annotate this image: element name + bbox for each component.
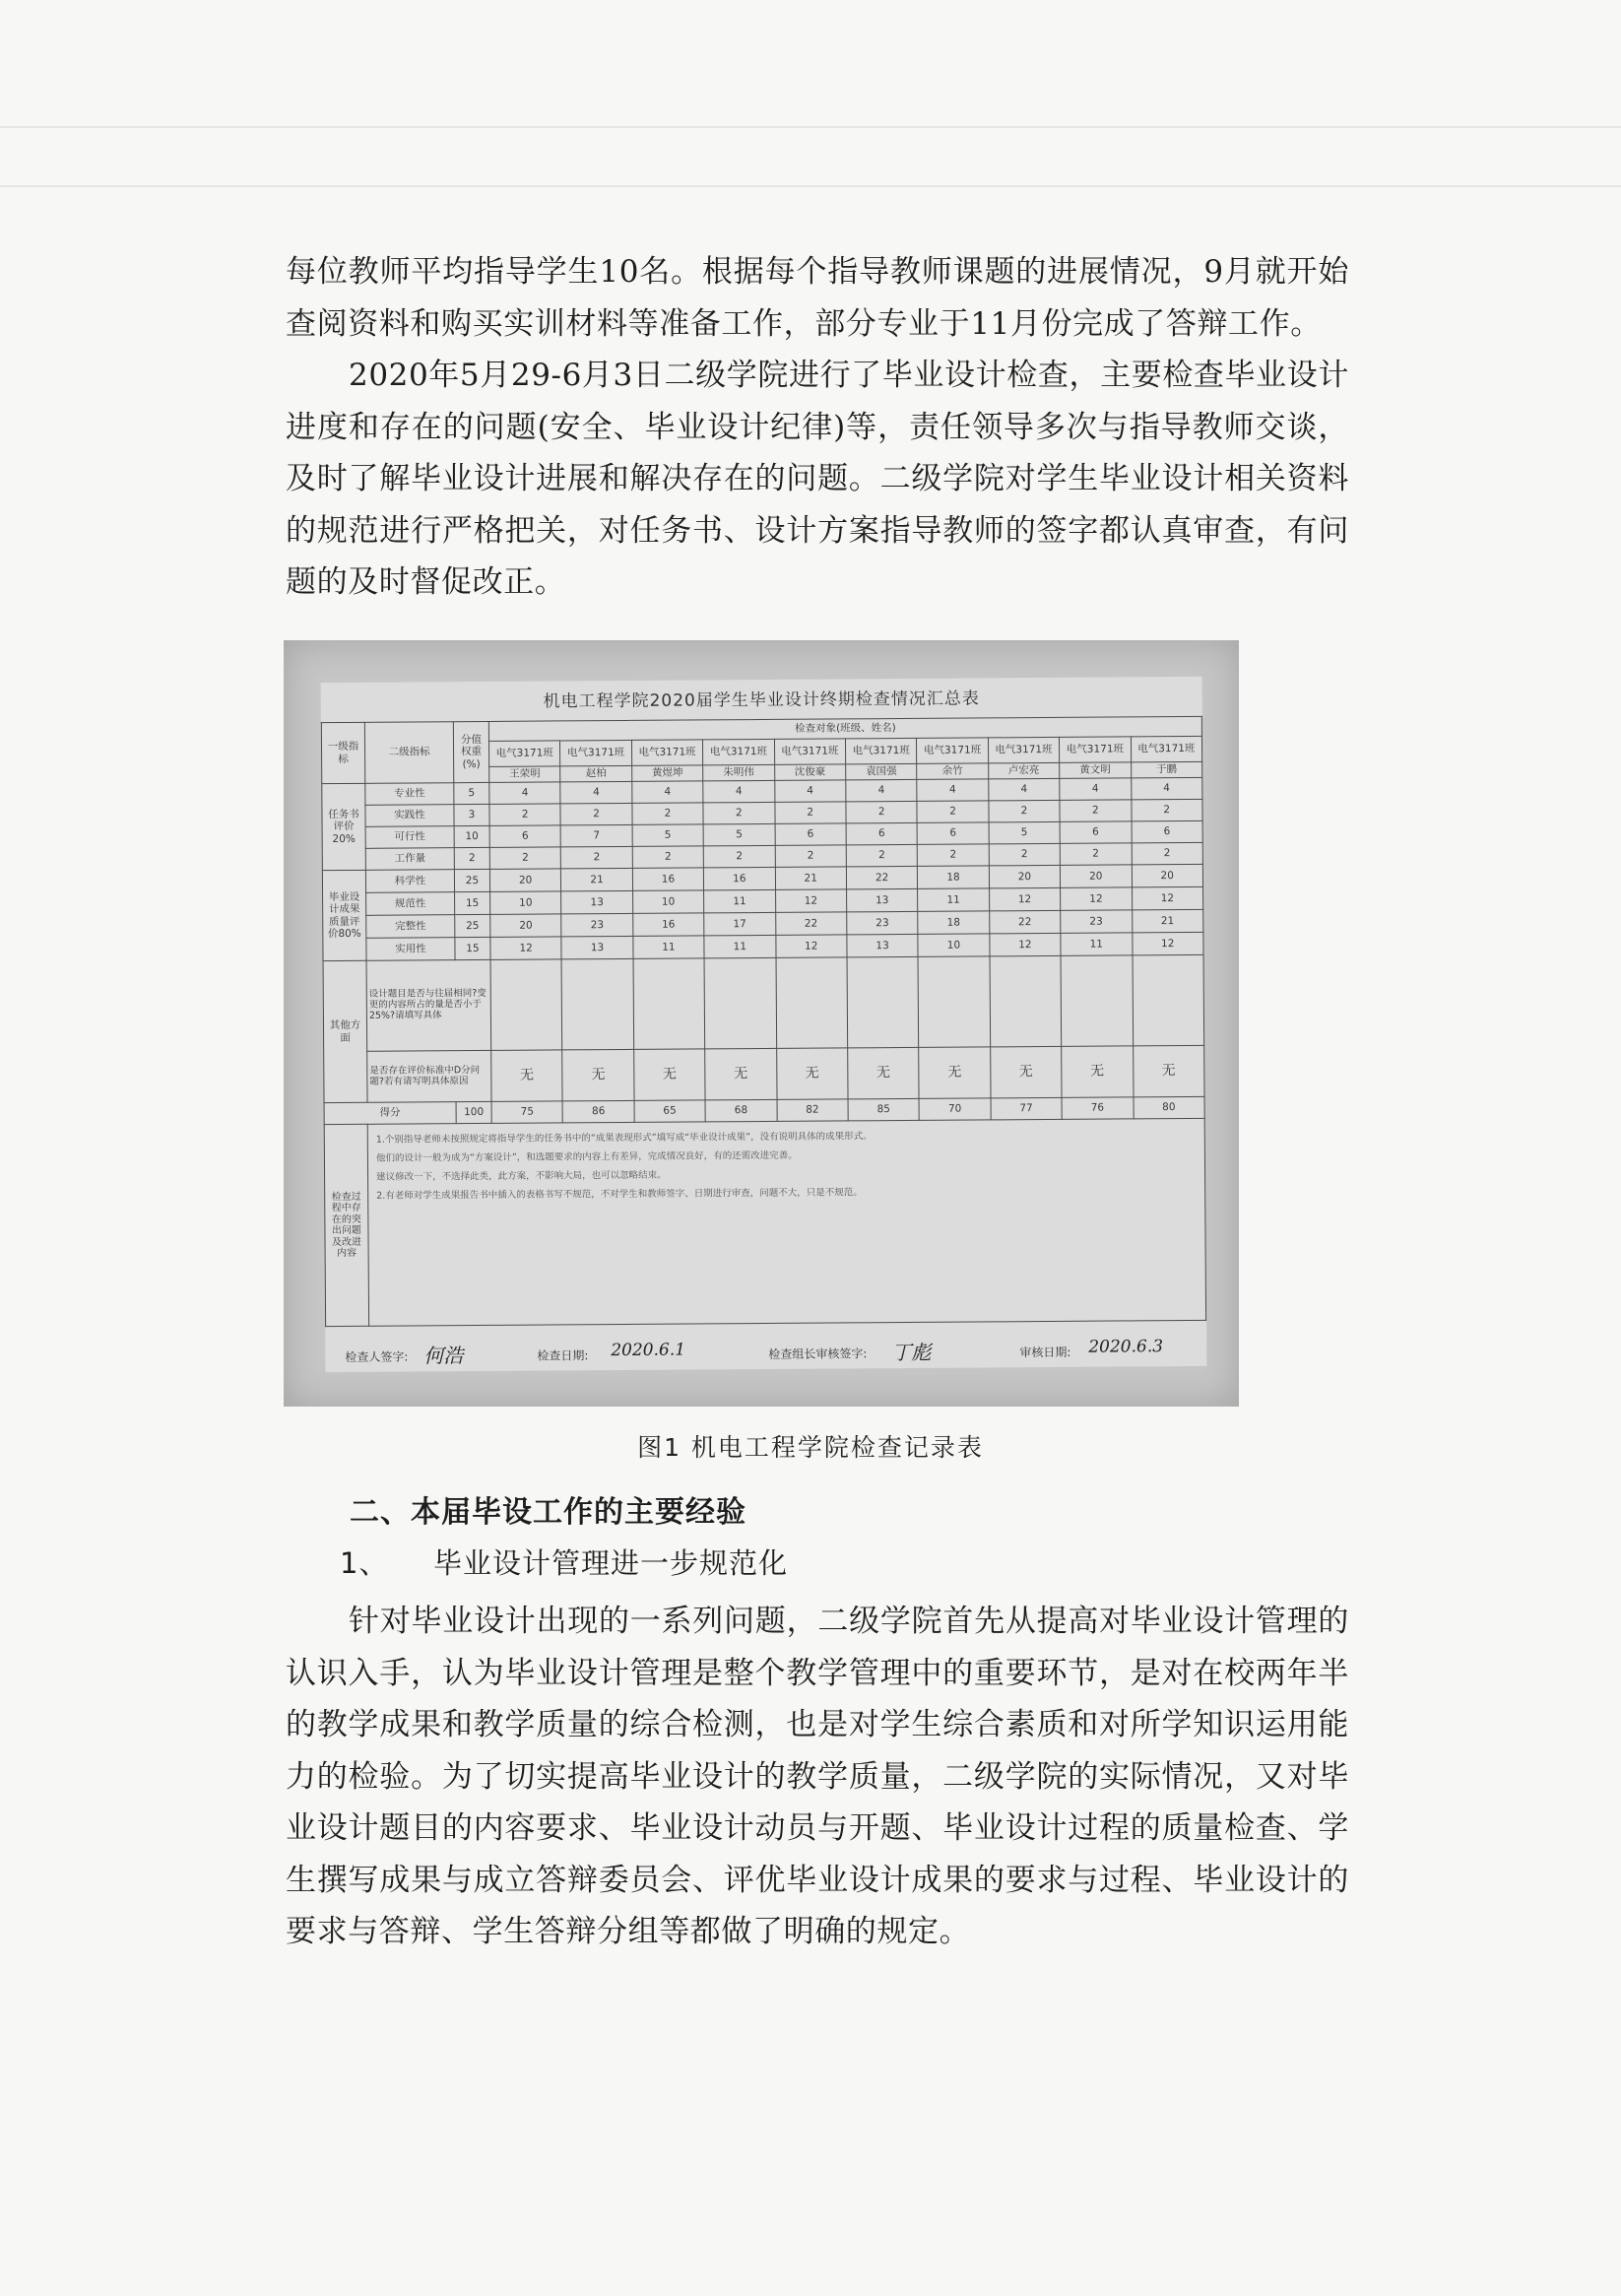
score-cell: 20 bbox=[490, 914, 562, 938]
column-class: 电气3171班 bbox=[774, 739, 846, 765]
score-cell: 22 bbox=[846, 866, 918, 889]
score-cell: 4 bbox=[703, 780, 775, 803]
figure-caption: 图1 机电工程学院检查记录表 bbox=[637, 1433, 984, 1462]
other-answer-cell: 无 bbox=[562, 1049, 634, 1101]
score-cell: 2 bbox=[1132, 842, 1203, 865]
criterion-weight: 5 bbox=[454, 782, 489, 804]
score-cell: 23 bbox=[561, 913, 633, 937]
total-score: 76 bbox=[1062, 1097, 1134, 1120]
score-cell: 21 bbox=[1132, 909, 1203, 933]
other-answer-cell bbox=[704, 957, 776, 1049]
score-cell: 2 bbox=[846, 801, 918, 823]
subsection-number: 1、 bbox=[340, 1546, 389, 1580]
summary-label: 检查过程中存在的突出问题及改进内容 bbox=[324, 1124, 368, 1326]
score-cell: 2 bbox=[561, 846, 633, 869]
score-cell: 2 bbox=[489, 804, 561, 826]
header-objects: 检查对象(班级、姓名) bbox=[488, 716, 1201, 741]
score-cell: 6 bbox=[775, 823, 847, 846]
other-answer-cell bbox=[1061, 955, 1133, 1047]
header-level2: 二级指标 bbox=[364, 722, 453, 784]
score-cell: 2 bbox=[1060, 843, 1132, 866]
score-cell: 11 bbox=[918, 888, 990, 912]
column-class: 电气3171班 bbox=[560, 740, 632, 766]
score-cell: 2 bbox=[989, 800, 1061, 822]
score-cell: 2 bbox=[917, 801, 989, 823]
score-cell: 4 bbox=[846, 779, 918, 802]
score-cell: 22 bbox=[989, 910, 1061, 934]
column-student: 黄煜坤 bbox=[631, 765, 703, 782]
score-cell: 10 bbox=[490, 891, 562, 915]
score-cell: 4 bbox=[1131, 777, 1202, 800]
other-answer-cell: 无 bbox=[848, 1047, 920, 1099]
section-heading: 二、本届毕设工作的主要经验 bbox=[350, 1495, 746, 1530]
score-cell: 13 bbox=[561, 936, 633, 959]
score-cell: 21 bbox=[561, 868, 633, 891]
summary-line: 1.个别指导老师未按照规定将指导学生的任务书中的“成果表现形式”填写成“毕业设计成果”，没有说明具体的成果形式。 bbox=[375, 1131, 873, 1146]
score-cell: 13 bbox=[561, 890, 633, 914]
score-cell: 17 bbox=[704, 912, 776, 936]
criterion-label: 工作量 bbox=[365, 848, 454, 871]
score-cell: 12 bbox=[1061, 887, 1133, 911]
summary-line: 2.有老师对学生成果报告书中插入的表格书写不规范，不对学生和教师签字、日期进行审查，问题不大，只是不规范。 bbox=[376, 1187, 863, 1202]
header-level1: 一级指标 bbox=[321, 722, 364, 783]
column-student: 袁国强 bbox=[846, 763, 918, 780]
criterion-weight: 25 bbox=[455, 914, 490, 937]
score-cell: 10 bbox=[918, 934, 990, 957]
criterion-label: 专业性 bbox=[365, 783, 454, 806]
other-row-d-score bbox=[324, 1045, 1204, 1102]
other-answer-cell bbox=[776, 957, 848, 1049]
header-weight: 分值权重(%) bbox=[453, 721, 488, 782]
total-score: 80 bbox=[1134, 1096, 1205, 1119]
score-cell: 21 bbox=[775, 867, 847, 890]
subsection-heading bbox=[340, 1542, 788, 1582]
other-answer-cell: 无 bbox=[776, 1048, 848, 1100]
paragraph-management: 针对毕业设计出现的一系列问题，二级学院首先从提高对毕业设计管理的认识入手，认为毕业设计管理是整个教学管理中的重要环节，是对在校两年半的教学成果和教学质量的综合检测，也是对学生综合素质和对所学知识运用能力的检验。为了切实提高毕业设计的教学质量，二级学院的实际情况，又对毕业设计题目的内容要求、毕业设计动员与开题、毕业设计过程的质量检查、学生撰写成果与成立答辩委员会、评优毕业设计成果的要求与过程、毕业设计的要求与答辩、学生答辩分组等都做了明确的规定。 bbox=[286, 1604, 1349, 1949]
summary-line: 建议修改一下，不选择此类，此方案，不影响大局，也可以忽略结束。 bbox=[376, 1169, 667, 1183]
score-cell: 12 bbox=[490, 937, 562, 960]
score-cell: 20 bbox=[1132, 864, 1203, 887]
other-answer-cell bbox=[633, 958, 705, 1050]
score-cell: 4 bbox=[632, 781, 704, 804]
inspection-table-photo bbox=[284, 640, 1239, 1407]
column-class: 电气3171班 bbox=[631, 740, 703, 766]
score-cell: 2 bbox=[489, 847, 561, 870]
criterion-label: 实践性 bbox=[365, 805, 454, 827]
score-cell: 5 bbox=[703, 823, 775, 846]
signature-row bbox=[325, 1339, 1206, 1372]
score-cell: 16 bbox=[632, 868, 704, 891]
paragraph-inspection: 2020年5月29-6月3日二级学院进行了毕业设计检查，主要检查毕业设计进度和存在的问题(安全、毕业设计纪律)等，责任领导多次与指导教师交谈，及时了解毕业设计进展和解决存在的问题。二级学院对学生毕业设计相关资料的规范进行严格把关，对任务书、设计方案指导教师的签字都认真审查，有问题的及时督促改正。 bbox=[286, 358, 1349, 600]
other-answer-cell: 无 bbox=[990, 1046, 1062, 1098]
score-cell: 2 bbox=[989, 843, 1061, 866]
criterion-weight: 3 bbox=[454, 804, 489, 825]
score-cell: 4 bbox=[774, 780, 846, 803]
score-cell: 2 bbox=[703, 845, 775, 868]
table-title: 机电工程学院2020届学生毕业设计终期检查情况汇总表 bbox=[543, 689, 980, 712]
score-cell: 18 bbox=[918, 866, 990, 889]
score-cell: 4 bbox=[489, 782, 561, 805]
column-student: 卢宏亮 bbox=[988, 762, 1060, 779]
column-class: 电气3171班 bbox=[1060, 737, 1132, 763]
criterion-weight: 25 bbox=[454, 869, 489, 891]
criterion-weight: 15 bbox=[455, 891, 490, 914]
score-cell: 4 bbox=[1060, 778, 1132, 801]
score-cell: 6 bbox=[846, 822, 918, 845]
subsection-title: 毕业设计管理进一步规范化 bbox=[433, 1546, 789, 1580]
criterion-weight: 15 bbox=[455, 937, 490, 959]
other-row-design-topic bbox=[323, 954, 1204, 1051]
score-cell: 23 bbox=[1061, 910, 1133, 934]
total-score: 82 bbox=[777, 1099, 849, 1122]
score-cell: 2 bbox=[632, 803, 704, 825]
inspector-signature: 何浩 bbox=[423, 1344, 464, 1368]
leader-signature: 丁彪 bbox=[891, 1340, 932, 1365]
other-question-1: 设计题目是否与往届相同?变更的内容所占的量是否小于25%?请填写具体 bbox=[366, 959, 491, 1051]
score-cell: 12 bbox=[1132, 932, 1203, 955]
score-cell: 20 bbox=[1061, 865, 1133, 888]
score-cell: 12 bbox=[989, 887, 1061, 911]
score-cell: 20 bbox=[489, 869, 561, 892]
total-score: 75 bbox=[491, 1101, 563, 1124]
summary-content bbox=[367, 1118, 1205, 1326]
criterion-label: 完整性 bbox=[366, 915, 455, 939]
other-answer-cell bbox=[490, 959, 562, 1051]
summary-row bbox=[324, 1118, 1205, 1326]
score-cell: 12 bbox=[775, 935, 847, 958]
score-cell: 7 bbox=[560, 824, 632, 847]
column-student: 赵柏 bbox=[560, 765, 632, 782]
other-question-2: 是否存在评价标准中D分问题?若有请写明具体原因 bbox=[367, 1050, 491, 1102]
total-score: 68 bbox=[705, 1099, 777, 1122]
other-answer-cell: 无 bbox=[491, 1050, 563, 1102]
score-cell: 11 bbox=[704, 889, 776, 913]
column-class: 电气3171班 bbox=[488, 741, 560, 767]
total-score: 70 bbox=[919, 1098, 991, 1121]
column-student: 黄文明 bbox=[1060, 762, 1132, 779]
score-cell: 13 bbox=[846, 888, 918, 912]
score-cell: 2 bbox=[775, 845, 847, 868]
total-label: 得分 bbox=[324, 1102, 456, 1125]
column-class: 电气3171班 bbox=[917, 738, 989, 764]
column-class: 电气3171班 bbox=[988, 737, 1060, 763]
column-class: 电气3171班 bbox=[1131, 736, 1202, 762]
criterion-weight: 2 bbox=[454, 847, 489, 869]
score-cell: 2 bbox=[918, 844, 990, 867]
score-cell: 13 bbox=[847, 934, 919, 957]
score-cell: 12 bbox=[1132, 886, 1203, 910]
score-cell: 6 bbox=[917, 822, 989, 845]
score-cell: 11 bbox=[1061, 933, 1133, 956]
score-cell: 2 bbox=[846, 844, 918, 867]
score-cell: 11 bbox=[633, 936, 705, 959]
score-cell: 2 bbox=[632, 846, 704, 869]
other-answer-cell bbox=[561, 958, 633, 1050]
column-student: 朱明伟 bbox=[703, 764, 775, 781]
criterion-label: 可行性 bbox=[365, 826, 454, 849]
score-cell: 22 bbox=[775, 912, 847, 936]
score-cell: 18 bbox=[918, 911, 990, 935]
column-student: 沈俊豪 bbox=[774, 764, 846, 781]
criterion-label: 规范性 bbox=[366, 892, 455, 916]
other-answer-cell: 无 bbox=[1133, 1045, 1204, 1097]
other-answer-cell: 无 bbox=[919, 1047, 991, 1099]
other-answer-cell: 无 bbox=[633, 1049, 705, 1101]
column-student: 王荣明 bbox=[489, 766, 561, 783]
score-cell: 5 bbox=[989, 821, 1061, 844]
leader-label: 检查组长审核签字: bbox=[768, 1346, 868, 1361]
paragraph-continuation: 每位教师平均指导学生10名。根据每个指导教师课题的进展情况，9月就开始查阅资料和购买实训材料等准备工作，部分专业于11月份完成了答辩工作。 bbox=[286, 254, 1349, 342]
total-weight: 100 bbox=[456, 1101, 491, 1123]
review-date-label: 审核日期: bbox=[1019, 1345, 1071, 1360]
inspector-label: 检查人签字: bbox=[345, 1349, 409, 1364]
score-cell: 20 bbox=[989, 865, 1061, 888]
column-class: 电气3171班 bbox=[703, 739, 775, 765]
other-answer-cell: 无 bbox=[1062, 1046, 1134, 1098]
inspection-sheet bbox=[321, 677, 1207, 1372]
score-cell: 16 bbox=[704, 867, 776, 890]
score-cell: 2 bbox=[1131, 799, 1202, 821]
total-score: 77 bbox=[991, 1097, 1063, 1120]
score-cell: 11 bbox=[704, 935, 776, 958]
inspection-table bbox=[321, 716, 1206, 1327]
other-answer-cell: 无 bbox=[705, 1048, 777, 1100]
group-label: 毕业设计成果质量评价80% bbox=[322, 870, 366, 960]
score-cell: 12 bbox=[775, 889, 847, 913]
score-cell: 6 bbox=[1060, 821, 1132, 844]
score-cell: 2 bbox=[703, 802, 775, 824]
other-answer-cell bbox=[990, 955, 1062, 1047]
score-cell: 4 bbox=[989, 778, 1061, 801]
summary-line: 他们的设计一般为成为“方案设计”，和选题要求的内容上有差异，完成情况良好，有的还需改进完善。 bbox=[375, 1149, 798, 1164]
review-date: 2020.6.3 bbox=[1088, 1337, 1164, 1357]
criterion-label: 实用性 bbox=[366, 938, 455, 961]
column-student: 余竹 bbox=[917, 763, 989, 780]
criterion-weight: 10 bbox=[454, 825, 489, 847]
total-score: 86 bbox=[562, 1100, 634, 1123]
criterion-label: 科学性 bbox=[365, 870, 454, 893]
score-cell: 2 bbox=[560, 803, 632, 825]
total-score: 65 bbox=[634, 1100, 706, 1123]
score-cell: 6 bbox=[489, 825, 561, 848]
date-label: 检查日期: bbox=[537, 1348, 589, 1363]
score-cell: 5 bbox=[632, 824, 704, 847]
inspection-date: 2020.6.1 bbox=[611, 1340, 686, 1361]
group-label: 任务书评价20% bbox=[322, 783, 366, 870]
score-cell: 2 bbox=[774, 802, 846, 824]
score-cell: 16 bbox=[632, 913, 704, 937]
score-cell: 6 bbox=[1132, 820, 1203, 843]
score-cell: 12 bbox=[990, 933, 1062, 956]
other-answer-cell bbox=[918, 956, 990, 1048]
column-student: 于鹏 bbox=[1131, 761, 1202, 778]
score-cell: 4 bbox=[560, 781, 632, 804]
score-cell: 23 bbox=[847, 911, 919, 935]
other-answer-cell bbox=[847, 956, 919, 1048]
score-cell: 4 bbox=[917, 779, 989, 802]
score-cell: 10 bbox=[632, 890, 704, 914]
column-class: 电气3171班 bbox=[845, 738, 917, 764]
other-label: 其他方面 bbox=[323, 960, 367, 1102]
total-score: 85 bbox=[848, 1098, 920, 1121]
other-answer-cell bbox=[1133, 954, 1204, 1046]
score-cell: 2 bbox=[1060, 800, 1132, 822]
